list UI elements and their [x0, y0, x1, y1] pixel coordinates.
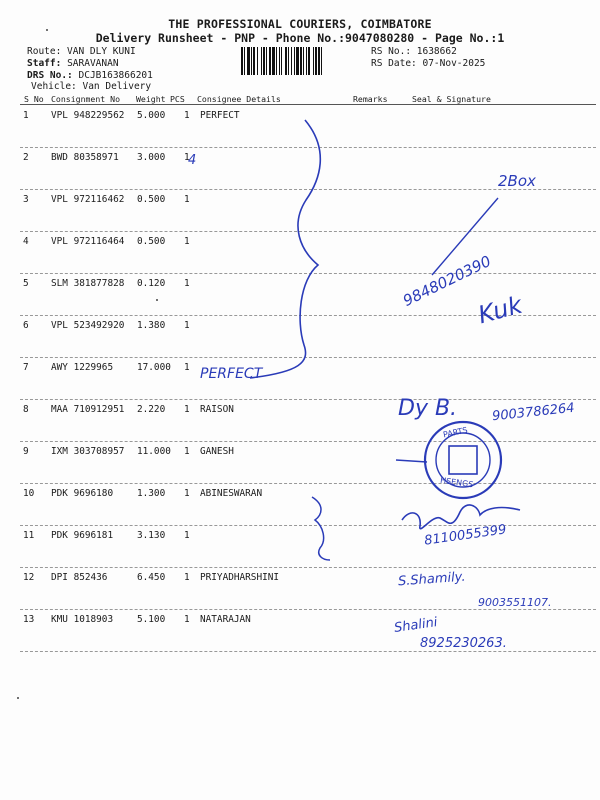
row-sno: 8	[23, 404, 29, 415]
row-weight: 0.500	[137, 194, 166, 205]
stamp-text-bottom: HSENGS	[439, 475, 474, 490]
row-sno: 12	[23, 572, 35, 583]
row-consignment: VPL 972116464	[51, 236, 125, 247]
row-pcs: 1	[184, 362, 190, 373]
rs-date: RS Date: 07-Nov-2025	[371, 58, 486, 69]
row-pcs: 1	[184, 488, 190, 499]
scan-speck	[17, 697, 19, 699]
row-weight: 17.000	[137, 362, 171, 373]
row-consignee: PERFECT	[200, 110, 240, 121]
scan-speck	[46, 29, 48, 31]
row-consignment: DPI 852436	[51, 572, 108, 583]
handwritten-2box: 2Box	[498, 172, 536, 190]
row-weight: 0.120	[137, 278, 166, 289]
row-sno: 7	[23, 362, 29, 373]
handwritten-signature-3: S.Shamily.	[397, 569, 466, 590]
row-consignee: ABINESWARAN	[200, 488, 263, 499]
row-weight: 2.220	[137, 404, 166, 415]
row-sno: 10	[23, 488, 35, 499]
row-pcs: 1	[184, 572, 190, 583]
row-sno: 1	[23, 110, 29, 121]
row-weight: 3.130	[137, 530, 166, 541]
row-consignment: PDK 9696181	[51, 530, 114, 541]
row-weight: 6.450	[137, 572, 166, 583]
route-text: Route: VAN DLY KUNI	[27, 46, 136, 57]
row-sno: 6	[23, 320, 29, 331]
staff-value: SARAVANAN	[67, 58, 119, 69]
row-consignee: NATARAJAN	[200, 614, 251, 625]
row-pcs: 1	[184, 404, 190, 415]
row-consignee: PRIYADHARSHINI	[200, 572, 280, 583]
scan-speck	[156, 299, 158, 301]
row-consignment: VPL 972116462	[51, 194, 125, 205]
row-pcs: 1	[184, 110, 190, 121]
handwritten-signature-2: Dy B.	[398, 396, 458, 421]
runsheet-subtitle: Delivery Runsheet - PNP - Phone No.:9047080280 - Page No.:1	[95, 31, 505, 45]
col-consignee: Consignee Details	[197, 94, 281, 104]
row-consignee: RAISON	[200, 404, 234, 415]
company-title: THE PROFESSIONAL COURIERS, COIMBATORE	[168, 17, 432, 31]
stamp-text-top: PARTS	[442, 425, 469, 440]
row-pcs: 1	[184, 236, 190, 247]
row-consignment: MAA 710912951	[51, 404, 125, 415]
drs-value: DCJB163866201	[78, 70, 153, 81]
row-pcs: 1	[184, 278, 190, 289]
row-sno: 9	[23, 446, 29, 457]
row-weight: 1.300	[137, 488, 166, 499]
small-brace-mark	[312, 497, 330, 560]
col-weight: Weight	[136, 94, 166, 104]
row-weight: 11.000	[137, 446, 171, 457]
row-consignment: BWD 80358971	[51, 152, 119, 163]
row-consignment: AWY 1229965	[51, 362, 114, 373]
row-weight: 1.380	[137, 320, 166, 331]
col-seal: Seal & Signature	[412, 94, 491, 104]
row-consignment: PDK 9696180	[51, 488, 114, 499]
row-sno: 3	[23, 194, 29, 205]
col-sno: S No	[24, 94, 44, 104]
row-consignee: GANESH	[200, 446, 234, 457]
row-pcs: 1	[184, 446, 190, 457]
staff-label: Staff:	[27, 58, 62, 69]
row-consignment: VPL 523492920	[51, 320, 125, 331]
handwritten-phone-2: 9003786264	[491, 400, 576, 425]
vehicle-text: Vehicle: Van Delivery	[31, 81, 152, 92]
row-weight: 5.000	[137, 110, 166, 121]
handwritten-phone-1: 9848020390	[400, 251, 494, 310]
row-consignment: IXM 303708957	[51, 446, 125, 457]
drs-label: DRS No.:	[27, 70, 73, 81]
row-weight: 0.500	[137, 236, 166, 247]
row-pcs: 1	[184, 320, 190, 331]
row-consignment: KMU 1018903	[51, 614, 114, 625]
rs-number: RS No.: 1638662	[371, 46, 457, 57]
row-sno: 11	[23, 530, 35, 541]
row-consignment: VPL 948229562	[51, 110, 125, 121]
row-pcs: 1	[184, 614, 190, 625]
row-weight: 3.000	[137, 152, 166, 163]
row-consignment: SLM 381877828	[51, 278, 125, 289]
col-consignment: Consignment No	[51, 94, 121, 104]
col-remarks: Remarks	[353, 94, 388, 104]
handwritten-phone-4: 9003551107.	[478, 596, 552, 609]
handwritten-signature-4: Shalini	[393, 615, 439, 636]
handwritten-perfect: PERFECT	[200, 366, 263, 382]
row-pcs: 1	[184, 152, 190, 163]
row-sno: 13	[23, 614, 35, 625]
handwritten-phone-5: 8925230263.	[420, 636, 507, 651]
handwritten-signature-1: Kuk	[475, 290, 526, 330]
row-pcs: 1	[184, 194, 190, 205]
handwritten-mark-row2: 4	[188, 153, 197, 168]
handwritten-phone-3: 8110055399	[423, 522, 508, 549]
row-pcs: 1	[184, 530, 190, 541]
row-sno: 4	[23, 236, 29, 247]
row-sno: 5	[23, 278, 29, 289]
row-weight: 5.100	[137, 614, 166, 625]
brace-mark	[250, 120, 320, 378]
row-sno: 2	[23, 152, 29, 163]
col-pcs: PCS	[170, 94, 185, 104]
